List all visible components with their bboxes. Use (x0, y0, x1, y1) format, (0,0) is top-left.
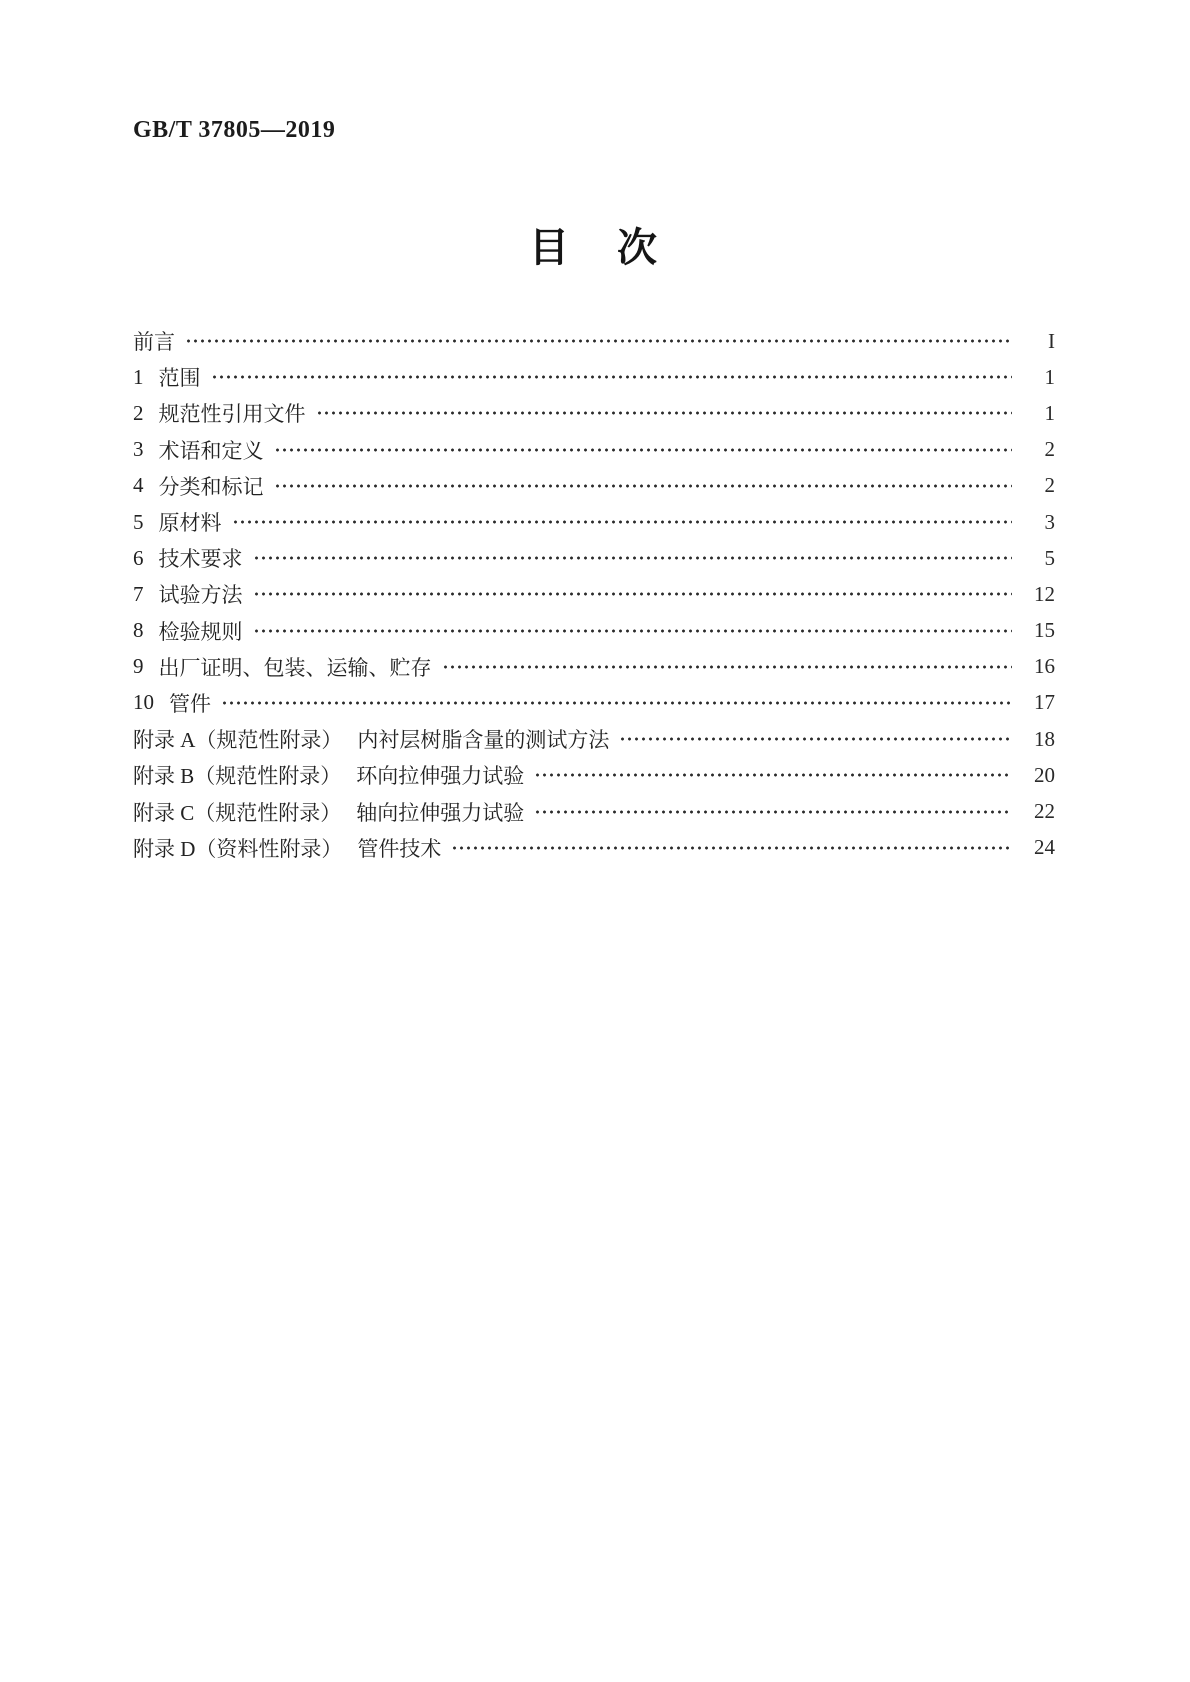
toc-entry-page: 18 (1034, 726, 1055, 751)
toc-entry-page: 12 (1034, 581, 1055, 606)
toc-entry-title: 规范性引用文件 (158, 402, 306, 427)
dot-leader (185, 334, 1012, 348)
toc-entry-number: 9 (133, 654, 144, 679)
toc-entry-number: 8 (133, 618, 144, 643)
toc-entry (133, 540, 1055, 576)
dot-leader (534, 805, 1012, 819)
doc-number: GB/T 37805—2019 (133, 117, 336, 143)
toc-entry (133, 685, 1055, 721)
toc-entry (133, 395, 1055, 431)
toc-entry-page: 22 (1034, 799, 1055, 824)
toc-entry-page: 2 (1044, 437, 1055, 462)
dot-leader (232, 515, 1013, 529)
dot-leader (451, 841, 1012, 855)
toc-entry (133, 757, 1055, 793)
toc-entry-number: 6 (133, 545, 144, 570)
toc-entry-label: 附录 B（规范性附录） (133, 764, 342, 789)
toc-entry (133, 323, 1055, 359)
toc-entry-number: 1 (133, 364, 144, 389)
toc-entry-page: 17 (1034, 690, 1055, 715)
dot-leader (253, 551, 1013, 565)
dot-leader (534, 768, 1012, 782)
toc-entry-label: 附录 D（资料性附录） (133, 836, 343, 861)
toc-entry-title: 管件技术 (357, 836, 442, 861)
toc-entry-title: 技术要求 (158, 547, 243, 572)
dot-leader (442, 660, 1013, 674)
toc-entry (133, 576, 1055, 612)
toc-entry-page: 15 (1034, 618, 1055, 643)
toc-entry-number: 3 (133, 437, 144, 462)
dot-leader (619, 732, 1012, 746)
toc-entry-title: 分类和标记 (158, 474, 264, 499)
toc-entry-title: 术语和定义 (158, 438, 264, 463)
toc-entry (133, 649, 1055, 685)
dot-leader (211, 370, 1013, 384)
toc-entry-page: I (1048, 328, 1055, 353)
toc-entry (133, 793, 1055, 829)
toc-entry-number: 4 (133, 473, 144, 498)
toc-entry-label: 附录 A（规范性附录） (133, 728, 343, 753)
toc-entry-page: 20 (1034, 762, 1055, 787)
dot-leader (316, 406, 1013, 420)
toc-entry (133, 830, 1055, 866)
toc-entry (133, 468, 1055, 504)
toc-entry (133, 721, 1055, 757)
toc-entry-title: 前言 (133, 330, 175, 355)
dot-leader (274, 443, 1013, 457)
toc-entry-title: 内衬层树脂含量的测试方法 (357, 728, 610, 753)
toc-entry-title: 出厂证明、包装、运输、贮存 (158, 655, 432, 680)
toc-entry-number: 7 (133, 581, 144, 606)
toc-entry-number: 2 (133, 400, 144, 425)
dot-leader (253, 624, 1013, 638)
toc-entry-number: 5 (133, 509, 144, 534)
page-title: 目 次 (529, 226, 661, 270)
toc-entry (133, 613, 1055, 649)
toc-entry-page: 2 (1044, 473, 1055, 498)
dot-leader (274, 479, 1013, 493)
toc-entry-page: 5 (1044, 545, 1055, 570)
toc-entry-page: 3 (1044, 509, 1055, 534)
toc-entry-title: 原材料 (158, 511, 222, 536)
toc-list (133, 323, 1055, 866)
toc-entry-title: 范围 (158, 366, 201, 391)
toc-entry-page: 1 (1044, 400, 1055, 425)
toc-entry-page: 24 (1034, 835, 1055, 860)
toc-entry-label: 附录 C（规范性附录） (133, 800, 342, 825)
toc-entry-title: 检验规则 (158, 619, 243, 644)
toc-entry-title: 试验方法 (158, 583, 243, 608)
dot-leader (221, 696, 1012, 710)
toc-entry-title: 轴向拉伸强力试验 (356, 800, 525, 825)
dot-leader (253, 587, 1013, 601)
toc-entry-title: 环向拉伸强力试验 (356, 764, 525, 789)
toc-entry-page: 1 (1044, 364, 1055, 389)
toc-entry (133, 359, 1055, 395)
toc-entry (133, 432, 1055, 468)
toc-entry-page: 16 (1034, 654, 1055, 679)
toc-entry-number: 10 (133, 690, 154, 715)
toc-entry-title: 管件 (169, 691, 211, 716)
toc-entry (133, 504, 1055, 540)
